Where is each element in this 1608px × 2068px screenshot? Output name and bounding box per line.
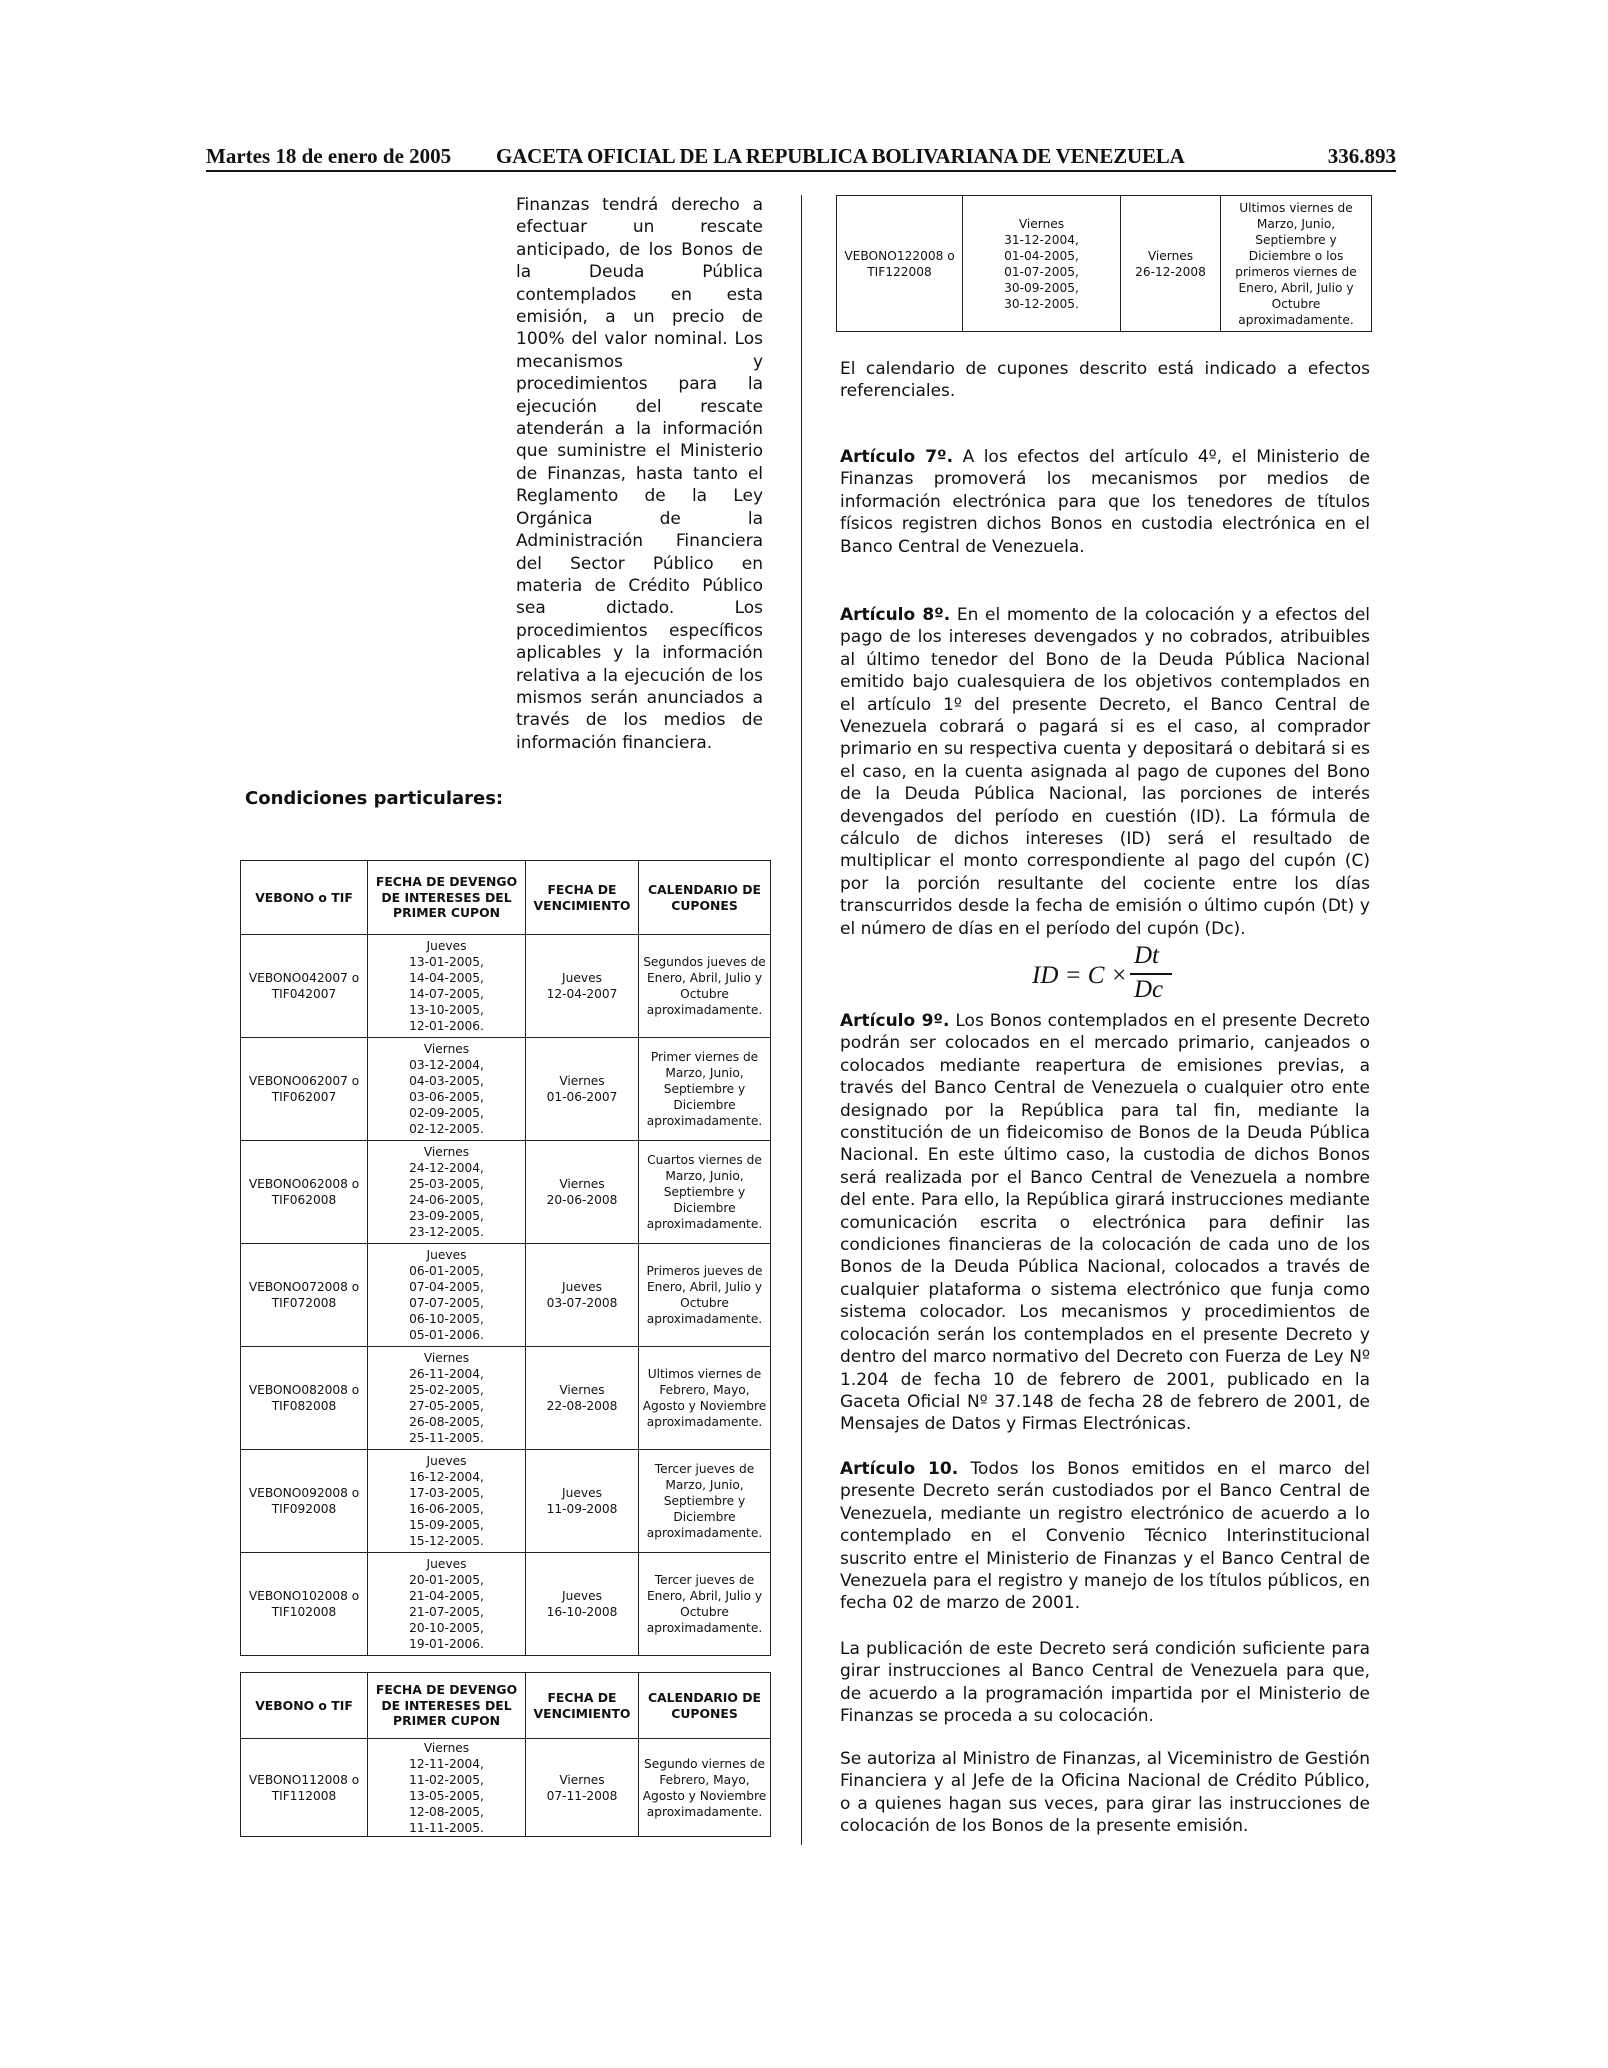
bond-cell: VEBONO122008 o TIF122008 — [837, 196, 963, 332]
article-10-title: Artículo 10. — [840, 1459, 959, 1479]
table-row — [241, 1739, 771, 1837]
table-row — [241, 1141, 771, 1244]
maturity-cell: Viernes 20-06-2008 — [526, 1141, 639, 1244]
dates-cell: Jueves 16-12-2004, 17-03-2005, 16-06-2005, 15-09-2005, 15-12-2005. — [368, 1450, 526, 1553]
article-7-title: Artículo 7º. — [840, 447, 954, 467]
formula-denominator: Dc — [1134, 976, 1164, 1003]
maturity-cell: Jueves 16-10-2008 — [526, 1553, 639, 1656]
header-cell: FECHA DE VENCIMIENTO — [526, 1673, 639, 1739]
dates-cell: Viernes 26-11-2004, 25-02-2005, 27-05-2005, 26-08-2005, 25-11-2005. — [368, 1347, 526, 1450]
formula-numerator: Dt — [1134, 942, 1159, 969]
header-cell: CALENDARIO DE CUPONES — [639, 1673, 771, 1739]
header-cell: FECHA DE VENCIMIENTO — [526, 861, 639, 935]
bond-cell: VEBONO092008 o TIF092008 — [241, 1450, 368, 1553]
article-8-title: Artículo 8º. — [840, 605, 951, 625]
table-header-row — [241, 1673, 771, 1739]
bonds-table-2 — [240, 1672, 771, 1837]
interest-formula — [1032, 942, 1232, 1002]
maturity-cell: Jueves 11-09-2008 — [526, 1450, 639, 1553]
bond-cell: VEBONO062008 o TIF062008 — [241, 1141, 368, 1244]
calendar-cell: Tercer jueves de Marzo, Junio, Septiembre y Diciembre aproximadamente. — [639, 1450, 771, 1553]
intro-paragraph: Finanzas tendrá derecho a efectuar un rescate anticipado, de los Bonos de la Deuda Pública contemplados en esta emisión, a un precio de 100% del valor nominal. Los mecanismos y procedimientos para la ejecución del rescate atenderán a la información que suministre el Ministerio de Finanzas, hasta tanto el Reglamento de la Ley Orgánica de la Administración Financiera del Sector Público en materia de Crédito Público sea dictado. Los procedimientos específicos aplicables y la información relativa a la ejecución de los mismos serán anunciados a través de los medios de información financiera. — [516, 195, 763, 753]
page-header — [206, 144, 1396, 172]
article-7-text: A los efectos del artículo 4º, el Ministerio de Finanzas promoverá los mecanismos por medios de información electrónica para que los tenedores de títulos físicos registren dichos Bonos en custodia electrónica en el Banco Central de Venezuela. — [840, 447, 1370, 557]
header-cell: FECHA DE DEVENGO DE INTERESES DEL PRIMER CUPON — [368, 1673, 526, 1739]
header-cell: VEBONO o TIF — [241, 1673, 368, 1739]
maturity-cell: Viernes 26-12-2008 — [1121, 196, 1221, 332]
table-row — [241, 1347, 771, 1450]
article-9-title: Artículo 9º. — [840, 1011, 950, 1031]
dates-cell: Jueves 20-01-2005, 21-04-2005, 21-07-2005, 20-10-2005, 19-01-2006. — [368, 1553, 526, 1656]
table-header-row — [241, 861, 771, 935]
maturity-cell: Jueves 03-07-2008 — [526, 1244, 639, 1347]
calendar-cell: Cuartos viernes de Marzo, Junio, Septiembre y Diciembre aproximadamente. — [639, 1141, 771, 1244]
maturity-cell: Viernes 22-08-2008 — [526, 1347, 639, 1450]
column-divider — [801, 195, 802, 1845]
bond-cell: VEBONO112008 o TIF112008 — [241, 1739, 368, 1837]
maturity-cell: Viernes 07-11-2008 — [526, 1739, 639, 1837]
calendar-cell: Primeros jueves de Enero, Abril, Julio y Octubre aproximadamente. — [639, 1244, 771, 1347]
publication-paragraph: La publicación de este Decreto será condición suficiente para girar instrucciones al Banco Central de Venezuela para que, de acuerdo a la programación impartida por el Ministerio de Finanzas se proceda a su colocación. — [840, 1639, 1370, 1727]
header-page-number: 336.893 — [1327, 144, 1396, 168]
conditions-title: Condiciones particulares: — [245, 788, 504, 809]
article-10-text: Todos los Bonos emitidos en el marco del presente Decreto serán custodiados por el Banco Central de Venezuela, mediante un registro electrónico de acuerdo a lo contemplado en el Convenio Técnico Interinstitucional suscrito entre el Ministerio de Finanzas y el Banco Central de Venezuela para el registro y manejo de los títulos públicos, en fecha 02 de marzo de 2001. — [840, 1459, 1370, 1614]
bond-cell: VEBONO082008 o TIF082008 — [241, 1347, 368, 1450]
table-row — [241, 1038, 771, 1141]
article-9-text: Los Bonos contemplados en el presente Decreto podrán ser colocados en el mercado primario, canjeados o colocados mediante reapertura de emisiones previas, a través del Banco Central de Venezuela o cualquier otro ente designado por la República para tal fin, mediante la constitución de un fideicomiso de Bonos de la Deuda Pública Nacional. En este último caso, la custodia de dichos Bonos será realizada por el Banco Central de Venezuela a nombre del ente. Para ello, la República girará instrucciones mediante comunicación escrita o electrónica para definir las condiciones financieras de la colocación de cada uno de los Bonos de la Deuda Pública Nacional, colocados a través de cualquier plataforma o sistema electrónico que funja como sistema colocador. Los mecanismos y procedimientos de colocación serán los contemplados en el presente Decreto y dentro del marco normativo del Decreto con Fuerza de Ley Nº 1.204 de fecha 10 de febrero de 2001, publicado en la Gaceta Oficial Nº 37.148 de fecha 28 de febrero de 2001, de Mensajes de Datos y Firmas Electrónicas. — [840, 1011, 1370, 1435]
article-8-text: En el momento de la colocación y a efectos del pago de los intereses devengados y no cobrados, atribuibles al último tenedor del Bono de la Deuda Pública Nacional emitido bajo cualesquiera de los objetivos contemplados en el artículo 1º del presente Decreto, el Banco Central de Venezuela cobrará o pagará si es el caso, al comprador primario en su respectiva cuenta y depositará o debitará si es el caso, en la cuenta asignada al pago de cupones del Bono de la Deuda Pública Nacional, las porciones de interés devengados del período en cuestión (ID). La fórmula de cálculo de dichos intereses (ID) será el resultado de multiplicar el monto correspondiente al pago del cupón (C) por la porción resultante del cociente entre los días transcurridos desde la fecha de emisión o último cupón (Dt) y el número de días en el período del cupón (Dc). — [840, 605, 1371, 939]
bond-cell: VEBONO042007 o TIF042007 — [241, 935, 368, 1038]
dates-cell: Viernes 03-12-2004, 04-03-2005, 03-06-2005, 02-09-2005, 02-12-2005. — [368, 1038, 526, 1141]
dates-cell: Viernes 31-12-2004, 01-04-2005, 01-07-2005, 30-09-2005, 30-12-2005. — [963, 196, 1121, 332]
table-row — [241, 935, 771, 1038]
bonds-table-1 — [240, 860, 771, 1656]
bond-cell: VEBONO062007 o TIF062007 — [241, 1038, 368, 1141]
article-9 — [840, 1010, 1370, 1436]
header-date: Martes 18 de enero de 2005 — [206, 144, 452, 168]
calendar-note: El calendario de cupones descrito está indicado a efectos referenciales. — [840, 359, 1370, 402]
header-publication: GACETA OFICIAL DE LA REPUBLICA BOLIVARIANA DE VENEZUELA — [496, 144, 1185, 168]
article-10 — [840, 1458, 1370, 1615]
maturity-cell: Jueves 12-04-2007 — [526, 935, 639, 1038]
dates-cell: Viernes 12-11-2004, 11-02-2005, 13-05-2005, 12-08-2005, 11-11-2005. — [368, 1739, 526, 1837]
bond-cell: VEBONO072008 o TIF072008 — [241, 1244, 368, 1347]
table-row — [837, 196, 1372, 332]
header-cell: VEBONO o TIF — [241, 861, 368, 935]
header-cell: CALENDARIO DE CUPONES — [639, 861, 771, 935]
article-8 — [840, 604, 1370, 940]
maturity-cell: Viernes 01-06-2007 — [526, 1038, 639, 1141]
calendar-cell: Ultimos viernes de Marzo, Junio, Septiembre y Diciembre o los primeros viernes de Enero, Abril, Julio y Octubre aproximadamente. — [1221, 196, 1372, 332]
article-7 — [840, 446, 1370, 558]
calendar-cell: Tercer jueves de Enero, Abril, Julio y Octubre aproximadamente. — [639, 1553, 771, 1656]
table-row — [241, 1553, 771, 1656]
dates-cell: Jueves 06-01-2005, 07-04-2005, 07-07-2005, 06-10-2005, 05-01-2006. — [368, 1244, 526, 1347]
dates-cell: Jueves 13-01-2005, 14-04-2005, 14-07-2005, 13-10-2005, 12-01-2006. — [368, 935, 526, 1038]
header-cell: FECHA DE DEVENGO DE INTERESES DEL PRIMER CUPON — [368, 861, 526, 935]
table-row — [241, 1244, 771, 1347]
bond-cell: VEBONO102008 o TIF102008 — [241, 1553, 368, 1656]
bonds-table-3 — [836, 195, 1372, 332]
authorization-paragraph: Se autoriza al Ministro de Finanzas, al Viceministro de Gestión Financiera y al Jefe de la Oficina Nacional de Crédito Público, o a quienes hagan sus veces, para girar las instrucciones de colocación de los Bonos de la presente emisión. — [840, 1749, 1370, 1837]
calendar-cell: Segundos jueves de Enero, Abril, Julio y Octubre aproximadamente. — [639, 935, 771, 1038]
calendar-cell: Ultimos viernes de Febrero, Mayo, Agosto y Noviembre aproximadamente. — [639, 1347, 771, 1450]
formula-lhs: ID = C × — [1032, 962, 1128, 989]
calendar-cell: Primer viernes de Marzo, Junio, Septiembre y Diciembre aproximadamente. — [639, 1038, 771, 1141]
calendar-cell: Segundo viernes de Febrero, Mayo, Agosto y Noviembre aproximadamente. — [639, 1739, 771, 1837]
fraction-bar — [1130, 973, 1172, 975]
dates-cell: Viernes 24-12-2004, 25-03-2005, 24-06-2005, 23-09-2005, 23-12-2005. — [368, 1141, 526, 1244]
table-row — [241, 1450, 771, 1553]
